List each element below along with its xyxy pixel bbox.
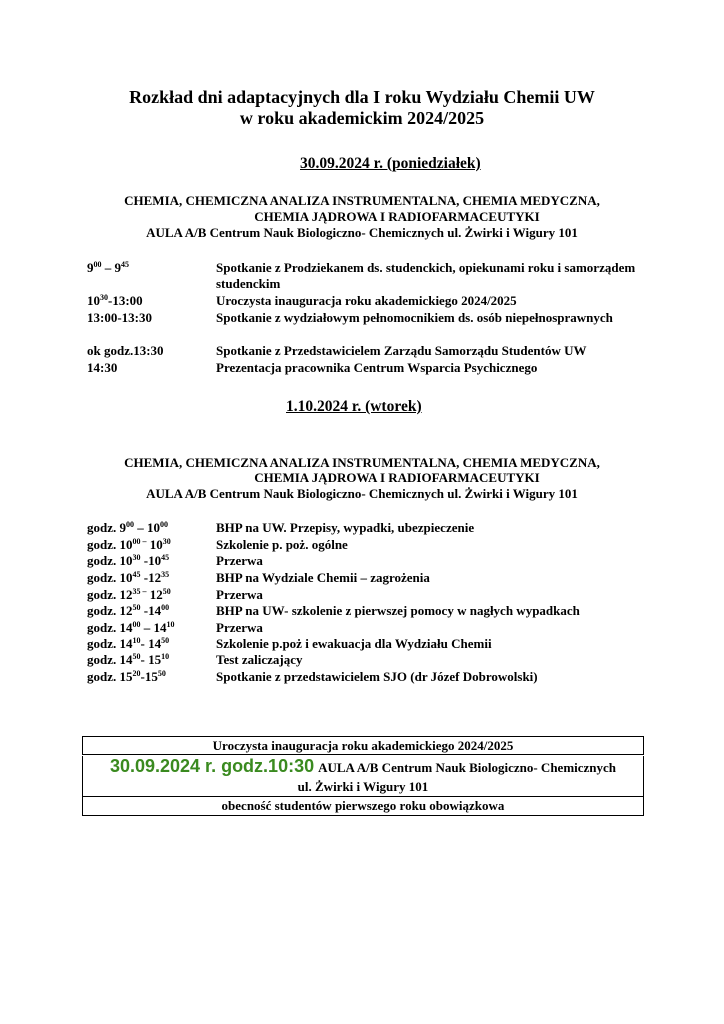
day1-event-time: $10^{30}-13:00$ (87, 293, 143, 308)
day2-event-description: Test zaliczający (216, 652, 303, 667)
day2-event-description: BHP na UW- szkolenie z pierwszej pomocy w nagłych wypadkach (216, 603, 580, 618)
day1-event-time: 14:30 (87, 360, 118, 375)
day2-event-description: Spotkanie z przedstawicielem SJO (dr Józef Dobrowolski) (216, 669, 538, 684)
notice-highlight: 30.09.2024 r. godz.10:30 (109, 756, 315, 776)
page-title-line2: w roku akademickim 2024/2025 (239, 108, 485, 128)
day1-faculty-line1: CHEMIA, CHEMICZNA ANALIZA INSTRUMENTALNA, CHEMIA MEDYCZNA, (124, 193, 600, 208)
day2-event-description: Przerwa (216, 553, 263, 568)
day2-event-time: godz. $10^{45}$ $-12^{35}$ (87, 570, 170, 585)
day2-faculty-line1: CHEMIA, CHEMICZNA ANALIZA INSTRUMENTALNA, CHEMIA MEDYCZNA, (124, 455, 600, 470)
day2-date (286, 398, 422, 416)
day2-event-time: godz. $10^{00 -}$ $10^{30}$ (87, 537, 171, 552)
day2-event-description: BHP na UW. Przepisy, wypadki, ubezpieczenie (216, 520, 475, 535)
page-title-line1: Rozkład dni adaptacyjnych dla I roku Wydziału Chemii UW (129, 87, 595, 107)
day1-event-description: Spotkanie z Prodziekanem ds. studenckich, opiekunami roku i samorządem studenckim (216, 260, 636, 291)
day2-event-time: godz. $12^{35 -}$ $12^{50}$ (87, 587, 171, 602)
day2-faculty-line2: CHEMIA JĄDROWA I RADIOFARMACEUTYKI (254, 470, 540, 485)
day1-event-description: Prezentacja pracownika Centrum Wsparcia Psychicznego (216, 360, 538, 375)
day2-event-time: godz. $12^{50}$ $-14^{00}$ (87, 603, 170, 618)
day1-date (300, 155, 481, 173)
day2-event-time: godz. $14^{10}-$ $14^{50}$ (87, 636, 170, 651)
day1-event-description: Uroczysta inauguracja roku akademickiego 2024/2025 (216, 293, 517, 308)
day2-event-time: godz. $10^{30}$ $-10^{45}$ (87, 553, 170, 568)
day2-event-description: Szkolenie p.poż i ewakuacja dla Wydziału Chemii (216, 636, 492, 651)
notice-location-line1: AULA A/B Centrum Nauk Biologiczno- Chemicznych (318, 760, 617, 775)
notice-body (82, 756, 644, 796)
day2-event-time: godz. $14^{00} - 14^{10}$ (87, 620, 175, 635)
day2-event-time: godz. $15^{20}-15^{50}$ (87, 669, 166, 684)
day2-date-text: 1.10.2024 r. (wtorek) (286, 398, 422, 415)
day2-location: AULA A/B Centrum Nauk Biologiczno- Chemicznych ul. Żwirki i Wigury 101 (146, 486, 578, 501)
day2-event-description: Przerwa (216, 587, 263, 602)
notice-heading: Uroczysta inauguracja roku akademickiego 2024/2025 (82, 736, 644, 755)
notice-footer: obecność studentów pierwszego roku obowiązkowa (82, 796, 644, 816)
day1-faculty-line2: CHEMIA JĄDROWA I RADIOFARMACEUTYKI (254, 209, 540, 224)
day2-event-time: godz. $14^{50}-$ $15^{10}$ (87, 652, 170, 667)
day2-event-description: Szkolenie p. poż. ogólne (216, 537, 348, 552)
day1-event-time: $9^{00} - 9^{45}$ (87, 260, 129, 275)
day2-event-description: BHP na Wydziale Chemii – zagrożenia (216, 570, 430, 585)
day1-event-time: ok godz.13:30 (87, 343, 164, 358)
day2-event-description: Przerwa (216, 620, 263, 635)
day1-event-description: Spotkanie z wydziałowym pełnomocnikiem ds. osób niepełnosprawnych (216, 310, 613, 325)
day1-event-time: 13:00-13:30 (87, 310, 152, 325)
day1-event-description: Spotkanie z Przedstawicielem Zarządu Samorządu Studentów UW (216, 343, 587, 358)
notice-location-line2: ul. Żwirki i Wigury 101 (297, 779, 429, 794)
day1-date-text: 30.09.2024 r. (poniedziałek) (300, 155, 481, 172)
day2-event-time: godz. $9^{00} - 10^{00}$ (87, 520, 168, 535)
day1-location: AULA A/B Centrum Nauk Biologiczno- Chemicznych ul. Żwirki i Wigury 101 (146, 225, 578, 240)
